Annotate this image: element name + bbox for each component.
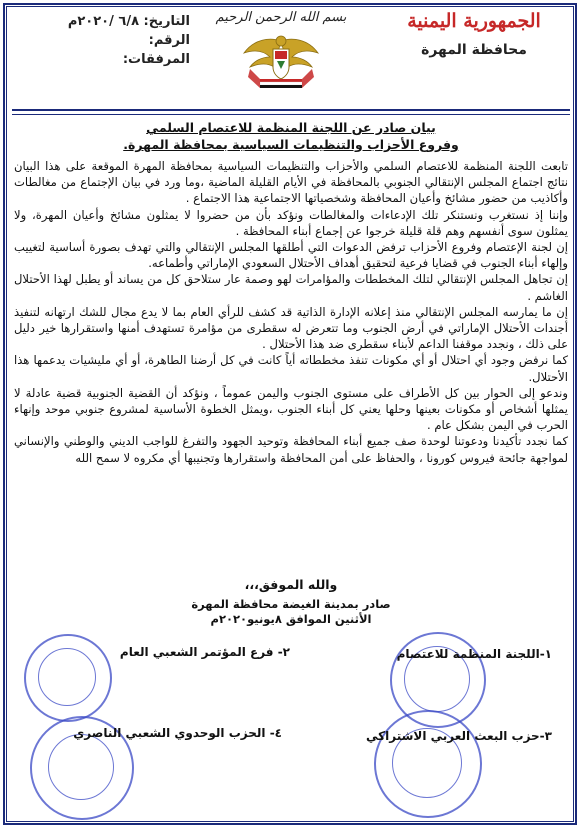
signatory-2: ٢- فرع المؤتمر الشعبي العام <box>119 645 290 659</box>
republic-title: الجمهورية اليمنية <box>407 10 541 32</box>
baath-party-stamp-icon <box>374 710 482 818</box>
gpc-branch-stamp-icon <box>24 634 112 722</box>
body-paragraph: كما نرفض وجود أي احتلال أو أي مكونات تنفذ مخططاته أياً كانت في كل أرضنا الطاهرة، أو أي مليشيات يدعمها هذا الأحتلال. <box>14 353 568 384</box>
number-field: الرقم: <box>148 33 190 48</box>
letterhead-center <box>206 10 356 93</box>
body-paragraph: إن ما يمارسه المجلس الإنتقالي منذ إعلانه الإدارة الذاتية قد كشف للرأي العام بما لا يدع مجال للشك ارتهانه لتنفيذ أجندات الأحتلال الإماراتي في أرض الجنوب وما تتعرض له سقطرى من مؤامرة تستهدف أمنها واستقرارها خير دليل على ذلك ، ونجدد موقفنا الداعم لأبناء سقطرى ضد هذا الأحتلال . <box>14 304 568 352</box>
issued-place: صادر بمدينة الغيضة محافظة المهرة <box>191 597 391 611</box>
governorate-title: محافظة المهرة <box>421 42 527 58</box>
attachments-field: المرفقات: <box>122 52 190 67</box>
signatory-4: ٤- الحزب الوحدوي الشعبي الناصري <box>73 726 282 740</box>
letter-meta <box>40 12 190 69</box>
closing-wish: والله الموفق،،، <box>244 577 338 592</box>
yemen-eagle-emblem-icon <box>240 31 322 93</box>
signatory-1: ١-اللجنة المنظمة للاعتصام <box>396 647 552 661</box>
body-paragraph: إن لجنة الإعتصام وفروع الأحزاب ترفض الدعوات التي أطلقها المجلس الإنتقالي والتي تهدف بصورة أساسية لتغييب وإلهاء أبناء الجنوب في قضايا فرعية لتحقيق أهداف الأحتلال السعودي الإماراتي وأطماعه. <box>14 240 568 271</box>
basmala-text: بسم الله الرحمن الرحيم <box>215 10 347 25</box>
body-paragraph: وندعو إلى الحوار بين كل الأطراف على مستوى الجنوب واليمن عموماً ، ونؤكد أن القضية الجنوبية قضية عادلة لا يمثلها أشخاص أو مكونات بعينها وحلها يعني كل أبناء الجنوب ،ويمثل الخطوة الأساسية لمشروع جنوبي موحد وإنهاء الحرب في اليمن بشكل عام . <box>14 385 568 433</box>
signatory-3: ٣-حزب البعث العربي الاشتراكي <box>366 729 552 743</box>
letterhead-authority <box>404 10 544 58</box>
statement-body <box>14 158 568 466</box>
body-paragraph: تابعت اللجنة المنظمة للاعتصام السلمي والأحزاب والتنظيمات السياسية بمحافظة المهرة الموقعة على هذا البيان نتائج اجتماع المجلس الإنتقالي الجنوبي بالمحافظة في الأيام القليلة الماضية ،وما ورد في بيان الإجتماع من مغالطات وأكاذيب من حضور مشائخ وأعيان المحافظة وشخصياتها الاجتماعية هذا الاجتماع . <box>14 159 568 206</box>
body-paragraph: كما نجدد تأكيدنا ودعوتنا لوحدة صف جميع أبناء المحافظة وتوحيد الجهود والتفرغ للواجب الديني والوطني والإنساني لمواجهة جائحة فيروس كورونا ، والحفاظ على أمن المحافظة واستقرارها وتجنيبها أي مكروه لا سمح الله <box>14 434 568 465</box>
statement-title-line2: وفروع الأحزاب والتنظيمات السياسية بمحافظة المهرة. <box>123 137 459 152</box>
header-divider <box>12 109 570 111</box>
statement-title-line1: بيان صادر عن اللجنة المنظمة للاعتصام السلمي <box>146 120 436 135</box>
body-paragraph: وإننا إذ نستغرب ونستنكر تلك الإدعاءات والمغالطات ونؤكد بأن من حضروا لا يمثلون مشائخ وأعيان المهرة، ولا يمثلون سوى أنفسهم وهم قلة قليلة خرجوا عن إجماع أبناء المحافظة . <box>14 207 568 238</box>
date-field: التاريخ: ٦/٨ /٢٠٢٠م <box>67 14 190 29</box>
body-paragraph: إن تجاهل المجلس الإنتقالي لتلك المخططات والمؤامرات لهو وصمة عار ستلاحق كل من يساند أو يطبل لهذا الأحتلال الغاشم . <box>14 272 568 303</box>
issued-date: الأثنين الموافق ٨يونيو٢٠٢٠م <box>210 612 372 626</box>
header-divider-thin <box>12 114 570 115</box>
